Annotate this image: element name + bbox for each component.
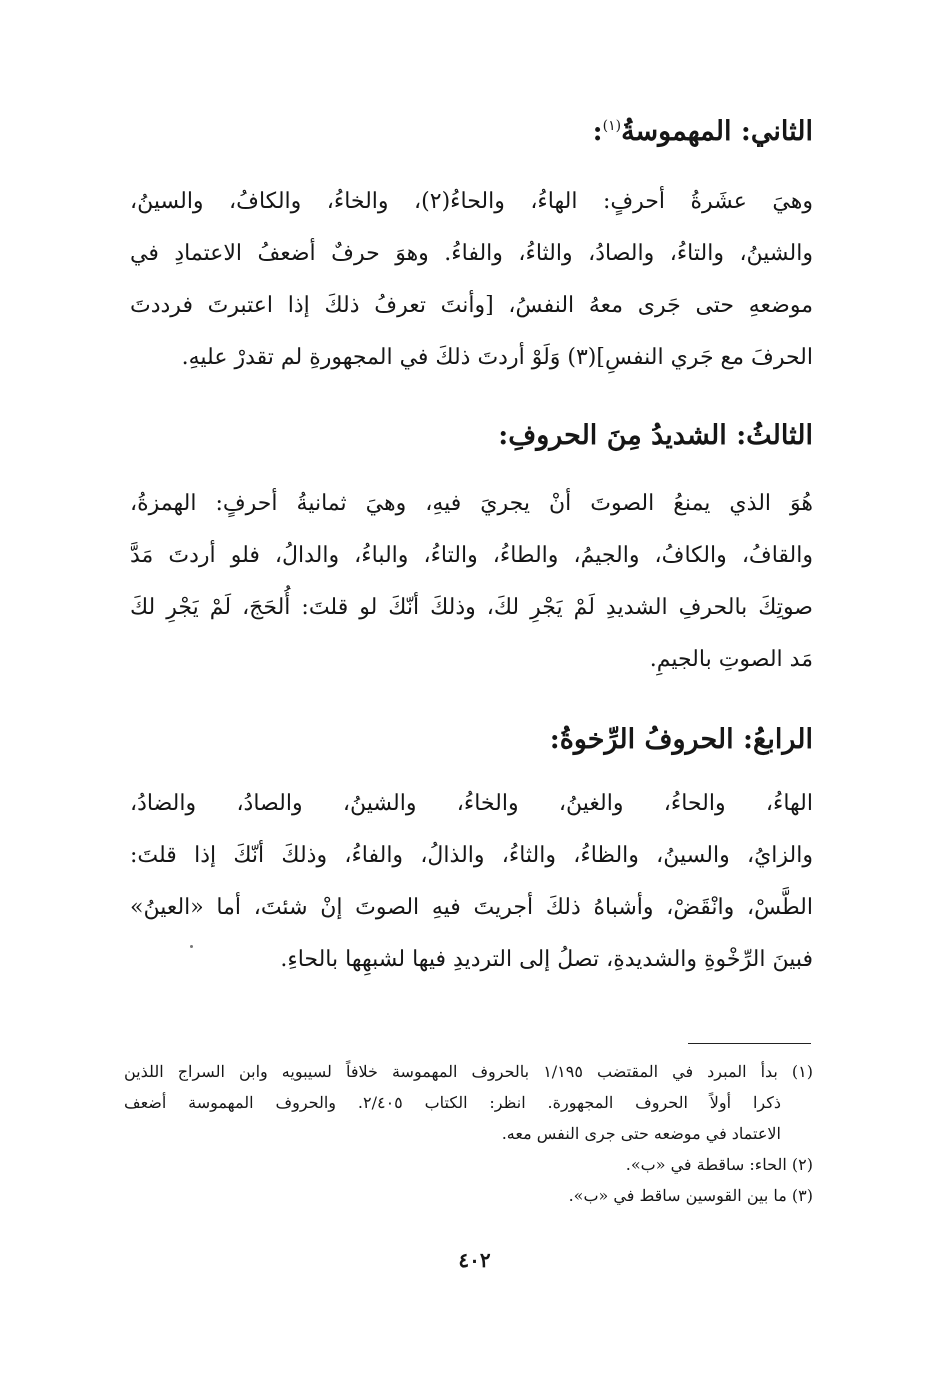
paragraph-hushed bbox=[130, 176, 813, 384]
section-heading-plosive bbox=[498, 420, 813, 451]
text-line: والزايُ، والسينُ، والظاءُ، والثاءُ، والذالُ، والفاءُ، وذلكَ أنّكَ إذا قلتَ: bbox=[130, 843, 813, 868]
footnote-line: (٣) ما بين القوسين ساقط في «ب». bbox=[568, 1186, 813, 1205]
text-line: والشينُ، والتاءُ، والصادُ، والثاءُ، والفاءُ. وهوَ حرفٌ أضعفُ الاعتمادِ في bbox=[130, 241, 813, 266]
footnotes bbox=[124, 1056, 813, 1211]
footnote-line: (١) بدأ المبرد في المقتضب ١/١٩٥ بالحروف المهموسة خلافاً لسيبويه وابن السراج اللذين bbox=[124, 1062, 813, 1081]
footnote-line: (٢) الحاء: ساقطة في «ب». bbox=[625, 1155, 813, 1174]
text-line: موضعهِ حتى جَرى معهُ النفسُ، [وأنتَ تعرفُ ذلكَ إذا اعتبرتَ فرددتَ bbox=[130, 293, 813, 318]
footnote-ref: (١) bbox=[602, 118, 622, 134]
paragraph-plosive bbox=[130, 478, 813, 686]
heading-text: الرابعُ: الحروفُ الرِّخوةُ: bbox=[549, 724, 813, 755]
section-heading-hushed bbox=[593, 116, 813, 147]
heading-text: الثاني: المهموسةُ bbox=[621, 116, 813, 147]
footnote-separator bbox=[688, 1043, 811, 1044]
text-line: والقافُ، والكافُ، والجيمُ، والطاءُ، والتاءُ، والباءُ، والدالُ، فلو أردتَ مَدَّ bbox=[130, 543, 813, 568]
text-line: فبينَ الرِّخْوةِ والشديدةِ، تصلُ إلى الترديدِ فيها لشبهِها بالحاءِ. bbox=[280, 947, 813, 972]
text-line: مَد الصوتِ بالجيمِ. bbox=[649, 647, 813, 672]
paragraph-fricative bbox=[130, 778, 813, 986]
text-line: الحرفَ مع جَري النفسِ](٣) وَلَوْ أردتَ ذلكَ في المجهورةِ لم تقدرْ عليهِ. bbox=[181, 345, 813, 370]
footnote-2 bbox=[124, 1149, 813, 1180]
text-line: صوتِكَ بالحرفِ الشديدِ لَمْ يَجْرِ لكَ، وذلكَ أنّكَ لو قلتَ: أُلحَجَ، لَمْ يَجْرِ لكَ bbox=[130, 595, 813, 620]
footnote-line: الاعتماد في موضعه حتى جرى النفس معه. bbox=[501, 1124, 781, 1143]
text-line: الهاءُ، والحاءُ، والغينُ، والخاءُ، والشينُ، والصادُ، والضادُ، bbox=[130, 791, 813, 816]
heading-text: الثالثُ: الشديدُ مِنَ الحروفِ: bbox=[498, 420, 813, 451]
text-line: الطَّسْ، وانْقَضْ، وأشباهُ ذلكَ أجريتَ فيهِ الصوتَ إنْ شئتَ، أما «العينُ» bbox=[130, 895, 813, 920]
footnote-line: ذكرا أولاً الحروف المجهورة. انظر: الكتاب ٢/٤٠٥. والحروف المهموسة أضعف bbox=[124, 1093, 781, 1112]
print-speck bbox=[190, 945, 193, 948]
page-number: ٤٠٢ bbox=[458, 1248, 491, 1272]
text-line: هُوَ الذي يمنعُ الصوتَ أنْ يجريَ فيهِ، وهيَ ثمانيةُ أحرفٍ: الهمزةُ، bbox=[130, 491, 813, 516]
footnote-1 bbox=[124, 1056, 813, 1149]
heading-colon: : bbox=[592, 116, 603, 147]
text-line: وهيَ عشَرةُ أحرفٍ: الهاءُ، والحاءُ(٢)، والخاءُ، والكافُ، والسينُ، bbox=[130, 189, 813, 214]
footnote-3 bbox=[124, 1180, 813, 1211]
section-heading-fricative bbox=[550, 724, 813, 755]
